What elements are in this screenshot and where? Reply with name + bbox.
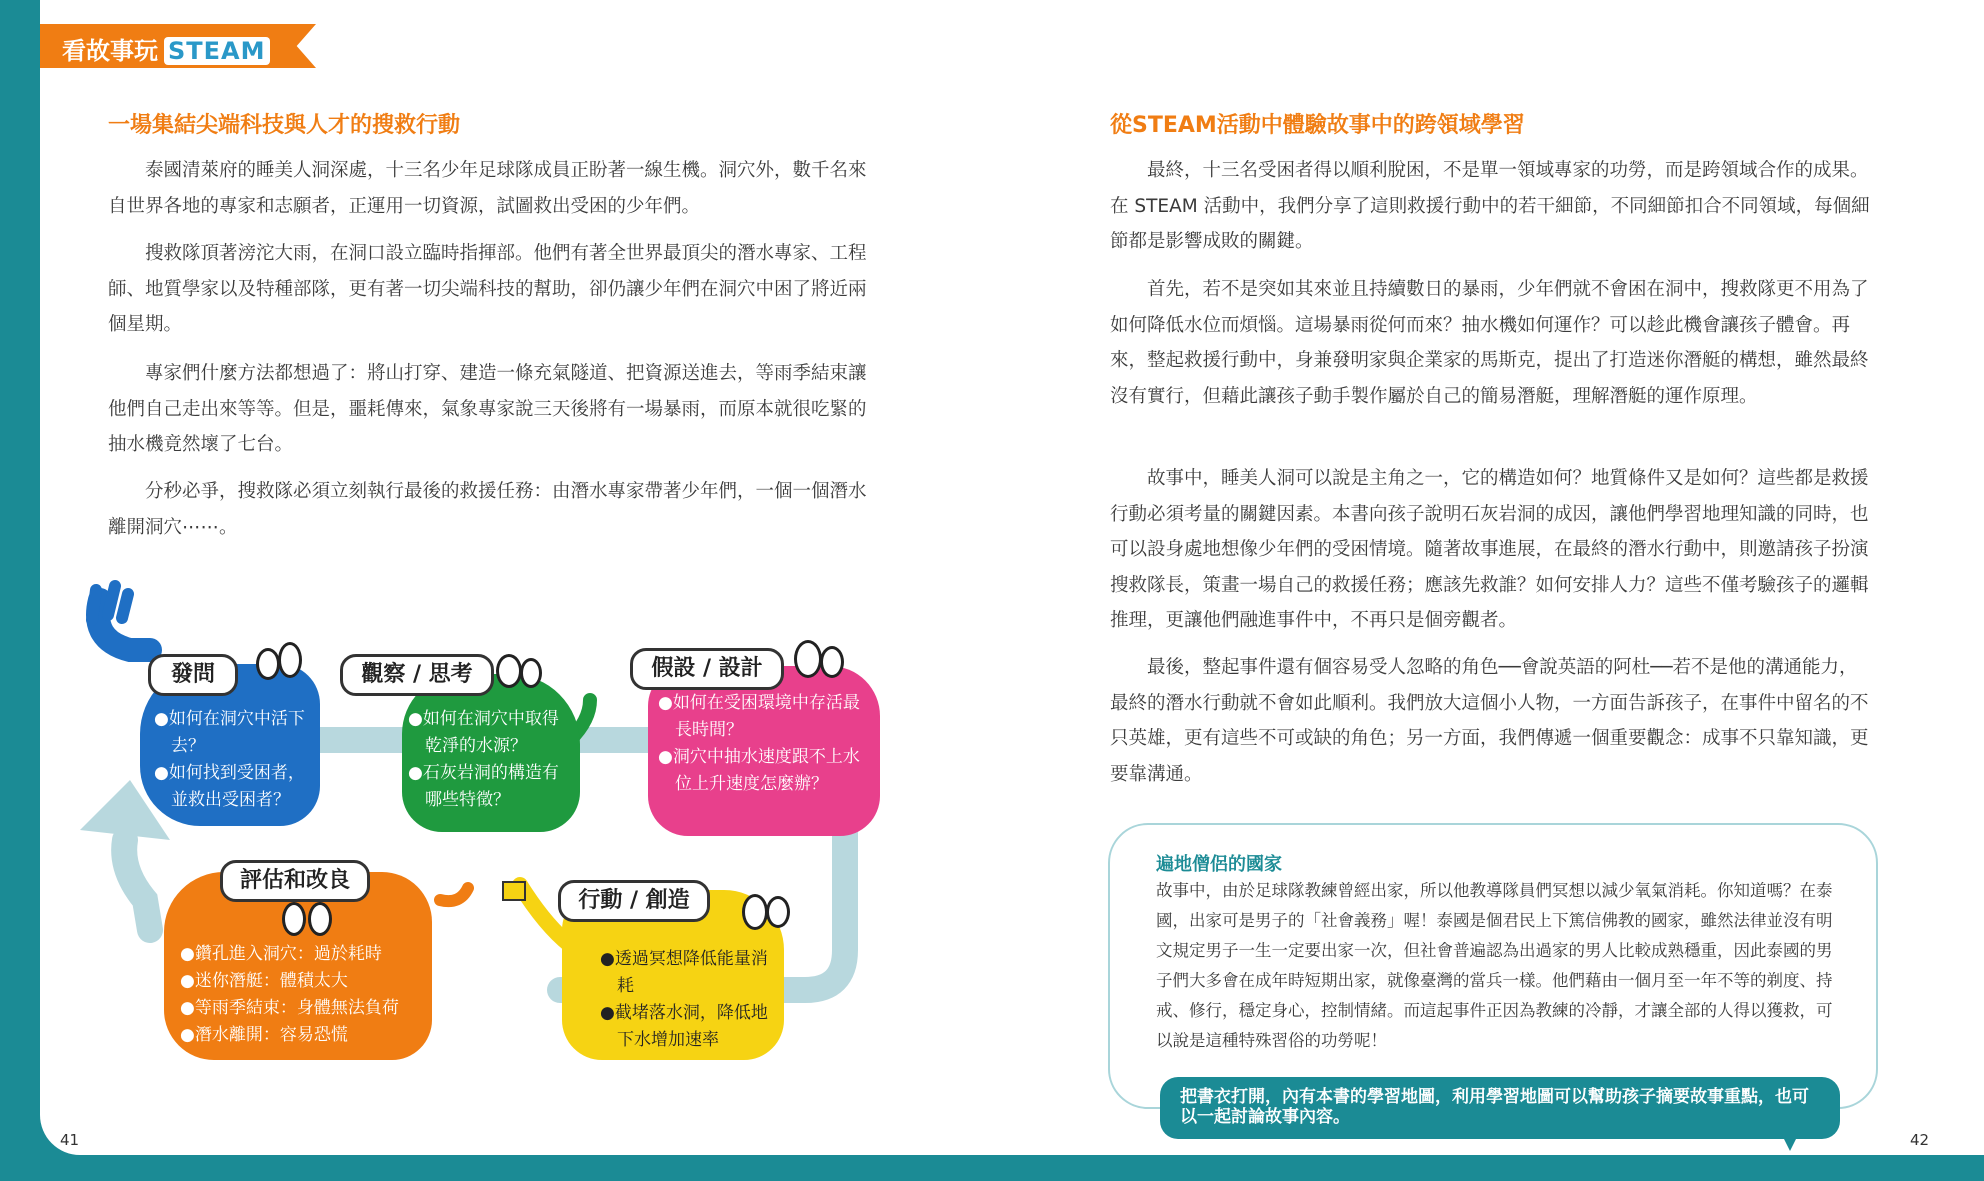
ask-item-1: ● 如何在洞穴中活下去？ <box>154 706 314 760</box>
act-label: 行動 / 創造 <box>558 880 710 922</box>
act-eye-right <box>766 896 790 928</box>
evaluate-label: 評估和改良 <box>220 860 370 902</box>
act-item-1: ● 透過冥想降低能量消耗 <box>600 946 774 1000</box>
observe-item-1: ● 如何在洞穴中取得乾淨的水源？ <box>408 706 572 760</box>
design-eye-left <box>794 640 822 678</box>
right-paragraph-2: 首先，若不是突如其來並且持續數日的暴雨，少年們就不會困在洞中，搜救隊更不用為了如何降低水位而煩惱。這場暴雨從何而來？抽水機如何運作？可以趁此機會讓孩子體會。再來，整起救援行動中，身兼發明家與企業家的馬斯克，提出了打造迷你潛艇的構想，雖然最終沒有實行，但藉此讓孩子動手製作屬於自己的簡易潛艇，理解潛艇的運作原理。 <box>1110 279 1869 407</box>
left-paragraph-2: 搜救隊頂著滂沱大雨，在洞口設立臨時指揮部。他們有著全世界最頂尖的潛水專家、工程師、地質學家以及特種部隊，更有著一切尖端科技的幫助，卻仍讓少年們在洞穴中困了將近兩個星期。 <box>108 243 867 335</box>
evaluate-eye-right <box>308 902 332 936</box>
ask-hand-fingers <box>92 586 128 620</box>
ask-label: 發問 <box>148 654 238 696</box>
study-map-banner-tail <box>1782 1135 1798 1151</box>
right-heading: 從STEAM活動中體驗故事中的跨領域學習 <box>1110 113 1525 138</box>
design-label: 假設 / 設計 <box>630 648 784 690</box>
evaluate-item-3: ● 等雨季結束：身體無法負荷 <box>180 995 430 1022</box>
ask-items <box>154 706 314 814</box>
design-items <box>658 690 872 798</box>
evaluate-eye-left <box>282 902 306 936</box>
act-item-2: ● 截堵落水洞，降低地下水增加速率 <box>600 1000 774 1054</box>
study-map-banner: 把書衣打開，內有本書的學習地圖，利用學習地圖可以幫助孩子摘要故事重點，也可以一起討論故事內容。 <box>1160 1077 1840 1139</box>
ask-item-2: ● 如何找到受困者，並救出受困者？ <box>154 760 314 814</box>
page-number-right: 42 <box>1910 1131 1930 1149</box>
observe-label: 觀察 / 思考 <box>340 654 494 696</box>
sidebar-box-title: 遍地僧侶的國家 <box>1156 854 1282 875</box>
evaluate-items <box>180 941 430 1049</box>
page-number-left: 41 <box>60 1131 80 1149</box>
right-paragraph-3: 故事中，睡美人洞可以說是主角之一，它的構造如何？地質條件又是如何？這些都是救援行動必須考量的關鍵因素。本書向孩子說明石灰岩洞的成因，讓他們學習地理知識的同時，也可以設身處地想像少年們的受困情境。隨著故事進展，在最終的潛水行動中，則邀請孩子扮演搜救隊長，策畫一場自己的救援任務；應該先救誰？如何安排人力？這些不僅考驗孩子的邏輯推理，更讓他們融進事件中，不再只是個旁觀者。 <box>1110 468 1869 631</box>
section-header-label: 看故事玩 <box>62 37 158 65</box>
design-eye-right <box>820 646 844 678</box>
ask-eye-right <box>278 642 302 678</box>
right-paragraph-1: 最終，十三名受困者得以順利脫困，不是單一領域專家的功勞，而是跨領域合作的成果。在 STEAM 活動中，我們分享了這則救援行動中的若干細節，不同細節扣合不同領域，每個細節都是影響成敗的關鍵。 <box>1110 160 1870 252</box>
left-paragraph-4: 分秒必爭，搜救隊必須立刻執行最後的救援任務：由潛水專家帶著少年們，一個一個潛水離開洞穴⋯⋯。 <box>108 481 867 538</box>
act-hammer <box>503 882 525 900</box>
observe-eye-left <box>496 654 522 688</box>
left-paragraph-3: 專家們什麼方法都想過了：將山打穿、建造一條充氣隧道、把資源送進去，等雨季結束讓他們自己走出來等等。但是，噩耗傳來，氣象專家說三天後將有一場暴雨，而原本就很吃緊的抽水機竟然壞了七台。 <box>108 363 867 455</box>
left-paragraph-1: 泰國清萊府的睡美人洞深處，十三名少年足球隊成員正盼著一線生機。洞穴外，數千名來自世界各地的專家和志願者，正運用一切資源，試圖救出受困的少年們。 <box>108 160 867 217</box>
right-paragraph-4: 最後，整起事件還有個容易受人忽略的角色──會說英語的阿杜──若不是他的溝通能力，最終的潛水行動就不會如此順利。我們放大這個小人物，一方面告訴孩子，在事件中留名的不只英雄，更有這些不可或缺的角色；另一方面，我們傳遞一個重要觀念：成事不只靠知識，更要靠溝通。 <box>1110 657 1869 785</box>
observe-items <box>408 706 572 814</box>
left-heading: 一場集結尖端科技與人才的搜救行動 <box>108 113 461 138</box>
act-eye-left <box>742 894 768 930</box>
section-header-steam: STEAM <box>164 37 270 65</box>
design-item-1: ● 如何在受困環境中存活最長時間？ <box>658 690 872 744</box>
evaluate-item-1: ● 鑽孔進入洞穴：過於耗時 <box>180 941 430 968</box>
evaluate-item-2: ● 迷你潛艇：體積太大 <box>180 968 430 995</box>
observe-eye-right <box>520 658 542 688</box>
act-items <box>600 946 774 1054</box>
sidebar-box-text: 故事中，由於足球隊教練曾經出家，所以他教導隊員們冥想以減少氧氣消耗。你知道嗎？在泰國，出家可是男子的「社會義務」喔！泰國是個君民上下篤信佛教的國家，雖然法律並沒有明文規定男子一生一定要出家一次，但社會普遍認為出過家的男人比較成熟穩重，因此泰國的男子們大多會在成年時短期出家，就像臺灣的當兵一樣。他們藉由一個月至一年不等的剃度、持戒、修行，穩定身心，控制情緒。而這起事件正因為教練的冷靜，才讓全部的人得以獲救，可以說是這種特殊習俗的功勞呢！ <box>1156 881 1833 1050</box>
evaluate-thumb <box>440 888 468 901</box>
observe-item-2: ● 石灰岩洞的構造有哪些特徵？ <box>408 760 572 814</box>
design-item-2: ● 洞穴中抽水速度跟不上水位上升速度怎麼辦？ <box>658 744 872 798</box>
ask-eye-left <box>256 648 280 680</box>
evaluate-item-4: ● 潛水離開：容易恐慌 <box>180 1022 430 1049</box>
